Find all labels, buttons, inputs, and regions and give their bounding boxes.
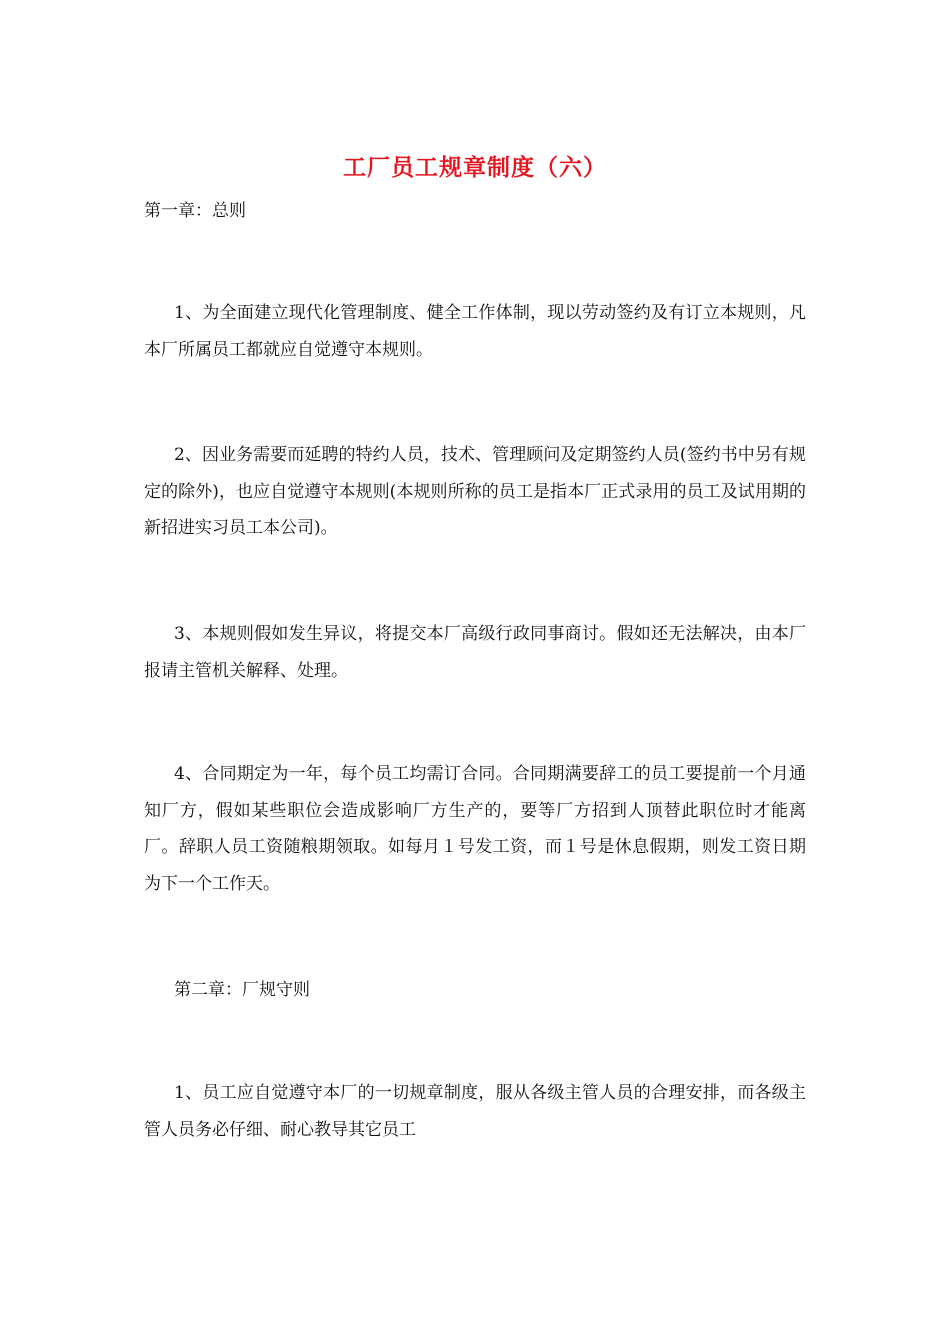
- chapter-1-item-4: 4、合同期定为一年，每个员工均需订合同。合同期满要辞工的员工要提前一个月通知厂方，假如某些职位会造成影响厂方生产的，要等厂方招到人顶替此职位时才能离厂。辞职人员工资随粮期领取。如每月１号发工资，而１号是休息假期，则发工资日期为下一个工作天。: [144, 764, 806, 894]
- chapter-1-item-1: 1、为全面建立现代化管理制度、健全工作体制，现以劳动签约及有订立本规则，凡本厂所属员工都就应自觉遵守本规则。: [144, 303, 806, 360]
- chapter-1-heading: 第一章：总则: [144, 201, 246, 221]
- document-title: 工厂员工规章制度（六）: [343, 154, 607, 181]
- chapter-1-item-2: 2、因业务需要而延聘的特约人员，技术、管理顾问及定期签约人员(签约书中另有规定的除外)，也应自觉遵守本规则(本规则所称的员工是指本厂正式录用的员工及试用期的新招进实习员工本公司)。: [144, 445, 806, 538]
- chapter-2-item-1: 1、员工应自觉遵守本厂的一切规章制度，服从各级主管人员的合理安排，而各级主管人员务必仔细、耐心教导其它员工: [144, 1083, 806, 1140]
- chapter-2-heading: 第二章：厂规守则: [174, 980, 310, 1000]
- chapter-1-item-3: 3、本规则假如发生异议，将提交本厂高级行政同事商讨。假如还无法解决，由本厂报请主管机关解释、处理。: [144, 624, 806, 681]
